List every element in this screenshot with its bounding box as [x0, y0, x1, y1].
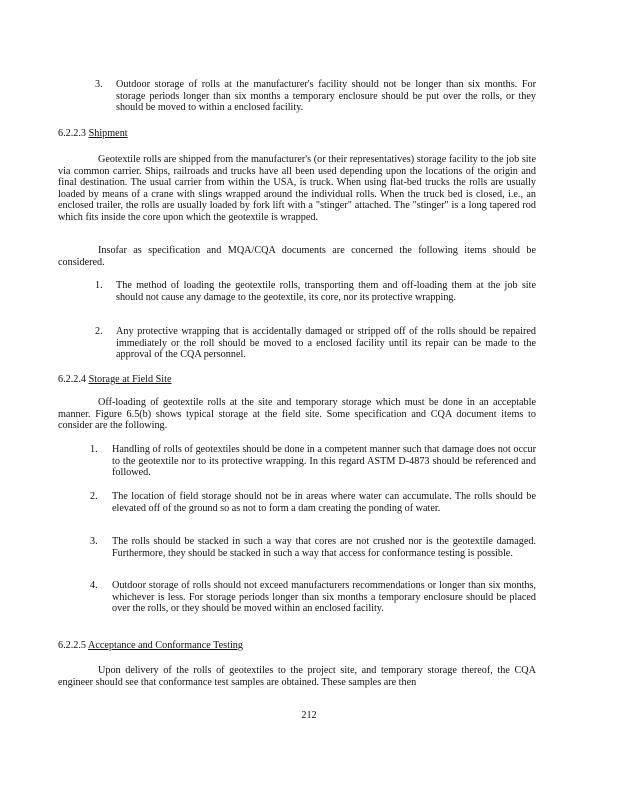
list-item-number: 3. [95, 79, 103, 90]
list-item-number: 2. [95, 326, 103, 337]
section-title: Storage at Field Site [88, 374, 172, 385]
page-number: 212 [301, 710, 317, 721]
list-item-number: 1. [90, 444, 98, 455]
section-number: 6.2.2.5 [58, 640, 87, 651]
section-heading [58, 640, 243, 652]
paragraph: Upon delivery of the rolls of geotextiles to the project site, and temporary storage thereof, the CQA engineer should see that conformance test samples are obtained. These samples are then [58, 665, 536, 688]
list-item-number: 2. [90, 491, 98, 502]
paragraph: Insofar as specification and MQA/CQA documents are concerned the following items should be considered. [58, 245, 536, 268]
section-title: Shipment [88, 128, 128, 139]
list-item-text: The location of field storage should not be in areas where water can accumulate. The rolls should be elevated off of the ground so as not to form a dam creating the ponding of water. [112, 491, 536, 514]
list-item-text: The rolls should be stacked in such a way that cores are not crushed nor is the geotextile damaged. Furthermore, they should be stacked in such a way that access for conformance testing is possible. [112, 536, 536, 559]
section-heading [58, 374, 171, 386]
list-item-number: 1. [95, 280, 103, 291]
section-number: 6.2.2.4 [58, 374, 87, 385]
section-heading [58, 128, 128, 140]
list-item-text: Outdoor storage of rolls should not exceed manufacturers recommendations or longer than six months, whichever is less. For storage periods longer than six months a temporary enclosure should be placed over the rolls, or they should be moved within an enclosed facility. [112, 580, 536, 615]
list-item-text: Any protective wrapping that is accidentally damaged or stripped off of the rolls should be repaired immediately or the roll should be moved to a enclosed facility until its repair can be made to the approval of the CQA personnel. [116, 326, 536, 361]
section-number: 6.2.2.3 [58, 128, 87, 139]
section-title: Acceptance and Conformance Testing [88, 640, 243, 651]
list-item-number: 3. [90, 536, 98, 547]
list-item-text: The method of loading the geotextile rolls, transporting them and off-loading them at the job site should not cause any damage to the geotextile, its core, nor its protective wrapping. [116, 280, 536, 303]
list-item-text: Handling of rolls of geotextiles should be done in a competent manner such that damage does not occur to the geotextile nor to its protective wrapping. In this regard ASTM D-4873 should be referenced and followed. [112, 444, 536, 479]
list-item-number: 4. [90, 580, 98, 591]
paragraph: Geotextile rolls are shipped from the manufacturer's (or their representatives) storage facility to the job site via common carrier. Ships, railroads and trucks have all been used depending upon the locations of the origin and final destination. The usual carrier from within the USA, is truck. When using flat-bed trucks the rolls are usually loaded by means of a crane with slings wrapped around the individual rolls. When the truck bed is closed, i.e., an enclosed trailer, the rolls are usually loaded by fork lift with a "stinger" attached. The "stinger" is a long tapered rod which fits inside the core upon which the geotextile is wrapped. [58, 154, 536, 223]
list-item-text: Outdoor storage of rolls at the manufacturer's facility should not be longer than six months. For storage periods longer than six months a temporary enclosure should be put over the rolls, or they should be moved to within a enclosed facility. [116, 79, 536, 114]
paragraph: Off-loading of geotextile rolls at the site and temporary storage which must be done in an acceptable manner. Figure 6.5(b) shows typical storage at the field site. Some specification and CQA document items to consider are the following. [58, 397, 536, 432]
